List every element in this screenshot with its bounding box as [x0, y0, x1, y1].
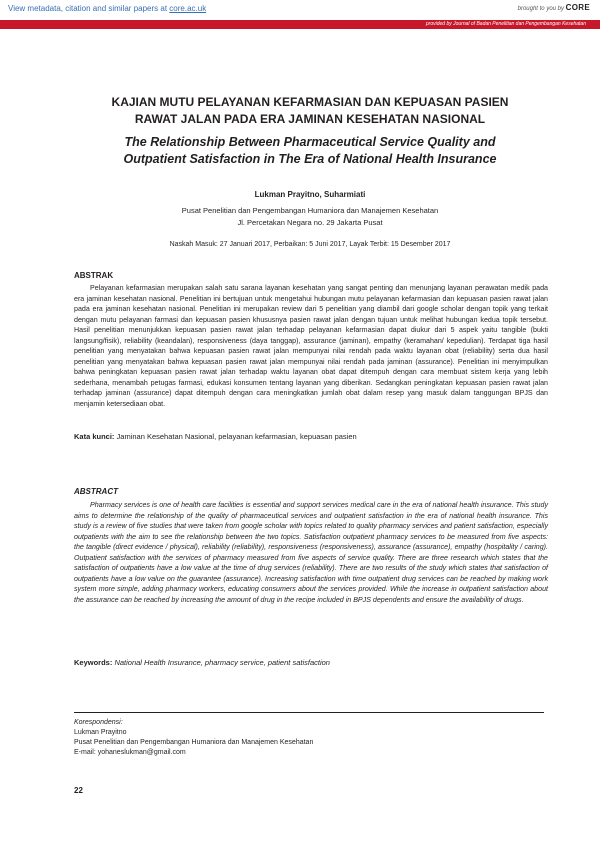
- affiliation-line2: Jl. Percetakan Negara no. 29 Jakarta Pusat: [237, 218, 383, 227]
- title-en-line2: Outpatient Satisfaction in The Era of National Health Insurance: [123, 152, 497, 166]
- brought-by-text: brought to you by: [517, 6, 564, 12]
- title-id-line1: KAJIAN MUTU PELAYANAN KEFARMASIAN DAN KEPUASAN PASIEN: [111, 95, 509, 109]
- abstract-text: Pharmacy services is one of health care facilities is essential and support services medical care in the era of national health insurance. This study aims to determine the relationship of the quality of pharmaceutical services and outpatient satisfaction in the era of national health insurance. This study is a review of five studies that were taken from google scholar with topics related to quality pharmacy services and patient satisfaction, especially outpatients with the aim to see the relationship between the two topics. Satisfaction outpatient pharmacy services to be measured from five aspects: the tangible (direct evidence / physical), reliability (reliability), responsiveness (responsiveness), assurance (assurance), empathy (hospitality / caring). Outpatient satisfaction with the services of pharmacy measured from five aspects of service quality. There are three research which states that the satisfaction of outpatients have a low value at the time of drug services (reliability). There are two results of the study which states that satisfaction of outpatients have a low value on the guarantee (assurance). Increasing satisfaction with time outpatient drug services can be reached by making work system more simple, adding pharmacy workers, educating consumers about the services provided. While the increase in outpatient satisfaction about the assurance can be reached by increasing the amount of drug in the recipe included in BPJS dependents and ensure the availability of drugs.: [74, 501, 548, 604]
- core-header-bar: [0, 0, 600, 21]
- metadata-prefix: View metadata, citation and similar papers at: [8, 4, 170, 13]
- core-link[interactable]: core.ac.uk: [169, 4, 207, 13]
- journal-banner: [0, 20, 600, 29]
- submission-dates: Naskah Masuk: 27 Januari 2017, Perbaikan: 5 Juni 2017, Layak Terbit: 15 Desember 2017: [169, 241, 451, 248]
- title-indonesian: [60, 94, 560, 128]
- footnote-divider: [74, 712, 544, 713]
- title-en-line1: The Relationship Between Pharmaceutical Service Quality and: [124, 135, 496, 149]
- abstrak-text: Pelayanan kefarmasian merupakan salah satu sarana layanan kesehatan yang sangat penting dan menunjang layanan perawatan medik pada era jaminan kesehatan nasional. Penelitian ini bertujuan untuk mengetahui hubungan mutu pelayanan kefarmasian dan kepuasan pasien rawat jalan pada era jaminan kesehatan nasional. Penelitian ini merupakan review dari 5 penelitian yang diambil dari google scholar dengan topik yang terkait dengan mutu pelayanan farmasi dan kepuasan pasien khususnya pasien rawat jalan dengan tujuan untuk melihat hubungan kedua topik tersebut. Hasil penelitian menunjukkan kepuasan pasien rawat jalan terhadap pelayanan kefarmasian dapat diukur dari 5 aspek yaitu tangible (bukti langsung/fisik), reliability (keandalan), responsiveness (daya tanggap), assurance (jaminan), empathy (keramahan/ kepedulian). Terdapat tiga hasil penelitian yang menyatakan bahwa kepuasan pasien rawat jalan mempunyai nilai rendah pada waktu layanan obat (reliability) serta dua hasil penelitian yang menyatakan bahwa kepuasan pasien rawat jalan mempunyai nilai rendah pada jaminan (assurance). Penelitian ini menyimpulkan bahwa peningkatan kepuasan pasien rawat jalan terhadap waktu layanan obat dapat ditempuh dengan cara membuat sistem kerja yang lebih sederhana, menambah petugas farmasi, edukasi konsumen tentang layanan yang diberikan. Sedangkan peningkatan kepuasan pasien rawat jalan terhadap jaminan (assurance) dapat ditempuh dengan cara meningkatkan jumlah obat dalam resep yang masuk dalam tanggungan BPJS dan menjamin ketersediaan obat.: [74, 284, 548, 408]
- abstrak-heading: ABSTRAK: [74, 271, 114, 280]
- correspondence-email: E-mail: yohaneslukman@gmail.com: [74, 749, 186, 756]
- kata-kunci: [74, 432, 548, 441]
- core-brand[interactable]: [518, 3, 590, 12]
- correspondence-name: Lukman Prayitno: [74, 729, 127, 736]
- correspondence-block: [74, 718, 313, 758]
- title-english: [60, 134, 560, 168]
- keywords: [74, 658, 548, 667]
- affiliation: [60, 205, 560, 229]
- core-logo: CORE: [565, 3, 590, 12]
- affiliation-line1: Pusat Penelitian dan Pengembangan Humaniora dan Manajemen Kesehatan: [181, 206, 439, 215]
- authors: Lukman Prayitno, Suharmiati: [254, 190, 366, 199]
- page-number: 22: [74, 786, 83, 795]
- keywords-values: National Health Insurance, pharmacy service, patient satisfaction: [114, 658, 330, 667]
- keywords-label: Keywords:: [74, 658, 113, 667]
- correspondence-institution: Pusat Penelitian dan Pengembangan Humaniora dan Manajemen Kesehatan: [74, 739, 314, 746]
- kata-kunci-values: Jaminan Kesehatan Nasional, pelayanan kefarmasian, kepuasan pasien: [116, 432, 357, 441]
- journal-banner-text: provided by Journal of Badan Penelitian dan Pengembangan Kesehatan: [425, 21, 586, 27]
- abstract-heading: ABSTRACT: [74, 487, 118, 496]
- title-id-line2: RAWAT JALAN PADA ERA JAMINAN KESEHATAN NASIONAL: [134, 112, 486, 126]
- correspondence-label: Korespondensi:: [74, 719, 123, 726]
- metadata-notice: [8, 4, 206, 13]
- kata-kunci-label: Kata kunci:: [74, 432, 115, 441]
